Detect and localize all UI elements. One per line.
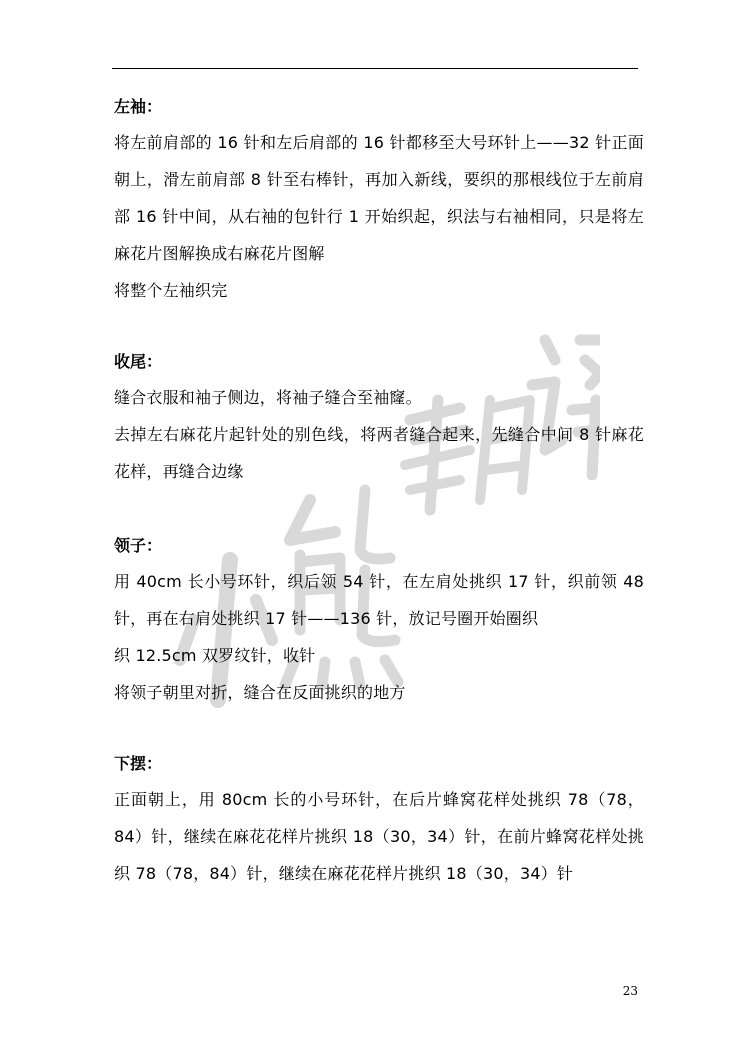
paragraph: 将领子朝里对折，缝合在反面挑织的地方 xyxy=(114,683,406,702)
section-heading: 领子： xyxy=(114,536,163,555)
section-heading: 左袖： xyxy=(114,97,163,116)
header-rule xyxy=(112,68,638,69)
paragraph: 用 40cm 长小号环针，织后领 54 针，在左肩处挑织 17 针，织前领 48 针，再在右肩处挑织 17 针——136 针，放记号圈开始圈织 xyxy=(114,572,644,628)
section-hem xyxy=(114,747,644,892)
section-collar xyxy=(114,529,644,711)
paragraph: 缝合衣服和袖子侧边，将袖子缝合至袖窿。 xyxy=(114,388,422,407)
document-body xyxy=(114,90,644,892)
section-heading: 下摆： xyxy=(114,754,163,773)
paragraph: 正面朝上，用 80cm 长的小号环针，在后片蜂窝花样处挑织 78（78，84）针，继续在麻花花样片挑织 18（30，34）针，在前片蜂窝花样处挑织 78（78，84）针，继续在麻花花样片挑织 18（30，34）针 xyxy=(114,790,644,883)
paragraph: 织 12.5cm 双罗纹针，收针 xyxy=(114,646,316,665)
paragraph: 将整个左袖织完 xyxy=(114,281,228,300)
page-number: 23 xyxy=(622,984,638,998)
section-left-sleeve xyxy=(114,90,644,309)
section-heading: 收尾： xyxy=(114,352,163,371)
paragraph: 将左前肩部的 16 针和左后肩部的 16 针都移至大号环针上——32 针正面朝上，滑左前肩部 8 针至右棒针，再加入新线，要织的那根线位于左前肩部 16 针中间，从右袖的包针行 1 开始织起，织法与右袖相同，只是将左麻花片图解换成右麻花片图解 xyxy=(114,133,644,263)
paragraph: 去掉左右麻花片起针处的别色线，将两者缝合起来，先缝合中间 8 针麻花花样，再缝合边缘 xyxy=(114,425,644,481)
section-finishing xyxy=(114,345,644,490)
